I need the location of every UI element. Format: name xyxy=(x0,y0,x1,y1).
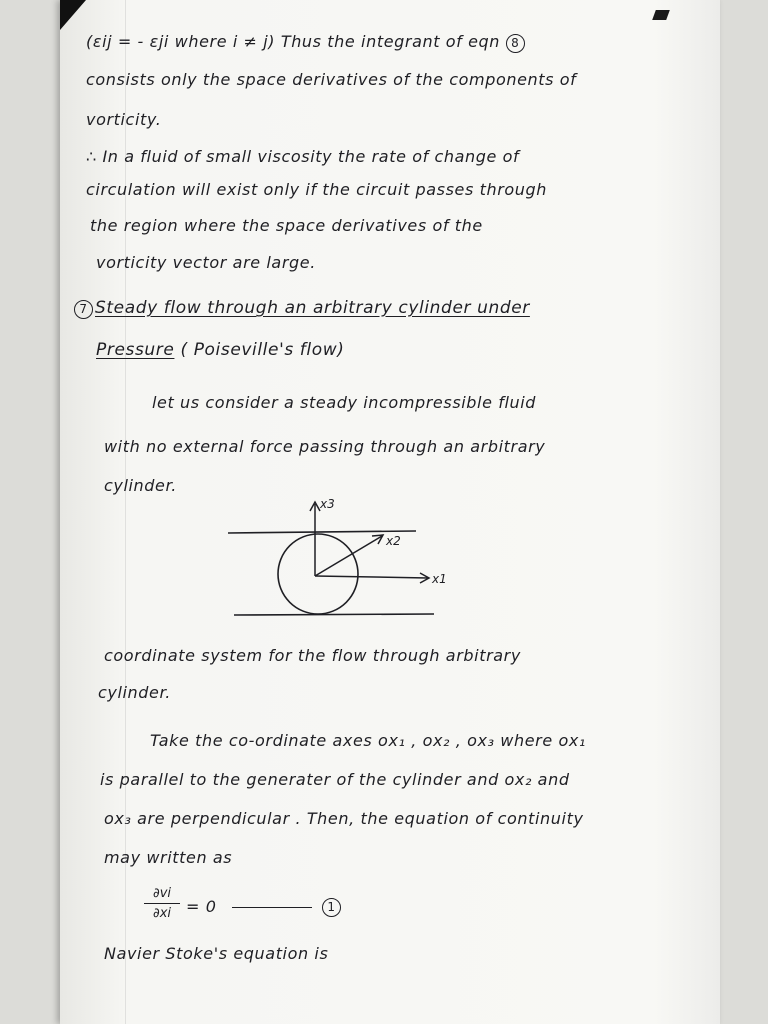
section-number-badge: 7 xyxy=(74,300,93,319)
para1-line-1: let us consider a steady incompressible fluid xyxy=(152,393,537,412)
para2-line-2: is parallel to the generater of the cylinder and ox₂ and xyxy=(100,770,570,789)
figure-caption-line-2: cylinder. xyxy=(98,683,171,702)
equation-rule xyxy=(232,907,312,908)
equation-number-badge: 1 xyxy=(322,898,341,917)
page-corner-mark xyxy=(652,10,670,20)
equation-rhs: = 0 xyxy=(186,897,217,916)
text-line-2: consists only the space derivatives of the components of xyxy=(86,70,577,89)
para2-line-3: ox₃ are perpendicular . Then, the equation of continuity xyxy=(104,809,584,828)
text-last-line: Navier Stoke's equation is xyxy=(104,944,329,963)
section-heading-line-2 xyxy=(96,340,344,360)
continuity-fraction xyxy=(144,886,180,921)
figure-caption-line-1: coordinate system for the flow through arbitrary xyxy=(104,646,521,665)
text-line-1-content: (εij = - εji where i ≠ j) Thus the integrant of eqn xyxy=(86,32,501,51)
equation-ref-badge: 8 xyxy=(506,34,525,53)
section-heading xyxy=(74,298,530,319)
page-corner-shadow xyxy=(60,0,86,30)
text-line-4: ∴ In a fluid of small viscosity the rate of change of xyxy=(86,147,520,166)
cylinder-bottom-line xyxy=(234,614,434,615)
equation-ref xyxy=(322,896,343,917)
axis-x1-label: x1 xyxy=(432,572,447,586)
fraction-bar xyxy=(144,903,180,904)
para1-line-3: cylinder. xyxy=(104,476,177,495)
para2-line-1: Take the co-ordinate axes ox₁ , ox₂ , ox₃ where ox₁ xyxy=(150,731,586,750)
section-heading-continued: Pressure xyxy=(96,340,175,360)
text-line-1 xyxy=(86,32,527,53)
section-subtitle: ( Poiseville's flow) xyxy=(180,340,345,360)
section-heading-text: Steady flow through an arbitrary cylinder under xyxy=(95,298,530,318)
para2-line-4: may written as xyxy=(104,848,233,867)
text-line-5: circulation will exist only if the circuit passes through xyxy=(86,180,548,199)
cylinder-top-line xyxy=(228,531,416,533)
axis-x3-label: x3 xyxy=(320,497,335,511)
text-line-3: vorticity. xyxy=(86,110,162,129)
text-line-6: the region where the space derivatives of the xyxy=(90,216,483,235)
fraction-denominator: ∂xi xyxy=(152,906,172,921)
axis-x2-label: x2 xyxy=(386,534,401,548)
axis-x1 xyxy=(315,576,428,578)
cylinder-coordinate-diagram xyxy=(210,490,470,630)
fraction-numerator: ∂vi xyxy=(152,886,172,901)
para1-line-2: with no external force passing through an arbitrary xyxy=(104,437,546,456)
axis-x2 xyxy=(315,536,382,576)
text-line-7: vorticity vector are large. xyxy=(96,253,316,272)
